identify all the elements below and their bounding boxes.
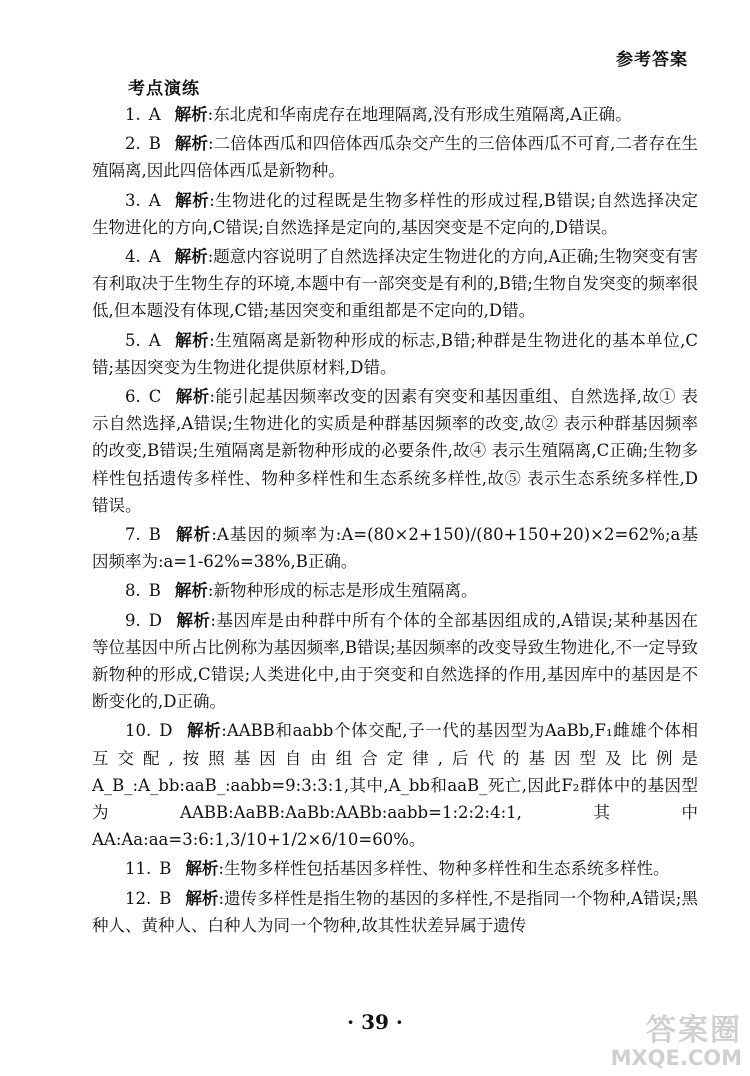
item-answer: A	[148, 190, 161, 210]
item-number: 6.	[125, 387, 141, 407]
item-answer: A	[148, 247, 161, 267]
watermark-logo	[611, 1014, 742, 1070]
item-answer: B	[159, 859, 172, 879]
item-number: 3.	[125, 190, 141, 210]
item-answer: B	[159, 888, 172, 908]
explanation-keyword: 解析	[175, 387, 210, 407]
item-number: 4.	[125, 247, 141, 267]
item-answer: B	[148, 134, 161, 154]
item-number: 2.	[125, 134, 141, 154]
explanation-keyword: 解析	[174, 330, 210, 350]
explanation-keyword: 解析	[185, 859, 219, 879]
page-header-label: 参考答案	[616, 50, 688, 70]
item-explanation: A基因的频率为:A=(80×2+150)/(80+150+20)×2=62%;a基因频率为:a=1-62%=38%,B正确。	[92, 525, 699, 572]
explanation-keyword: 解析	[186, 721, 222, 741]
item-answer: A	[148, 330, 161, 350]
watermark-text: 答案圈	[646, 1012, 742, 1048]
item-number: 9.	[125, 610, 141, 630]
item-answer: B	[148, 525, 161, 545]
item-answer: D	[148, 610, 162, 630]
explanation-keyword: 解析	[174, 525, 212, 545]
answer-item-2: 2. B 解析:二倍体西瓜和四倍体西瓜杂交产生的三倍体西瓜不可育,二者存在生殖隔离,因此四倍体西瓜是新物种。	[92, 134, 699, 181]
answer-item-3: 3. A 解析:生物进化的过程既是生物多样性的形成过程,B错误;自然选择决定生物进化的方向,C错误;自然选择是定向的,基因突变是不定向的,D错误。	[92, 190, 698, 237]
item-number: 11.	[125, 859, 152, 879]
explanation-keyword: 解析	[174, 581, 208, 601]
item-explanation: 生物进化的过程既是生物多样性的形成过程,B错误;自然选择决定生物进化的方向,C错误;自然选择是定向的,基因突变是不定向的,D错误。	[92, 190, 698, 237]
item-number: 12.	[125, 888, 152, 908]
item-number: 5.	[125, 330, 141, 350]
item-number: 8.	[125, 581, 141, 601]
answer-item-1: 1. A 解析:东北虎和华南虎存在地理隔离,没有形成生殖隔离,A正确。	[125, 105, 632, 124]
answer-item-5: 5. A 解析:生殖隔离是新物种形成的标志,B错;种群是生物进化的基本单位,C错;基因突变为生物进化提供原材料,D错。	[92, 330, 698, 377]
item-explanation: 能引起基因频率改变的因素有突变和基因重组、自然选择,故① 表示自然选择,A错误;生物进化的实质是种群基因频率的改变,故② 表示种群基因频率的改变,B错误;生殖隔离是新物种形成的必要条件,故④ 表示生殖隔离,C正确;生物多样性包括遗传多样性、物种多样性和生态系统多样性,故⑤ 表示生态系统多样性,D错误。	[92, 387, 699, 515]
item-number: 7.	[125, 525, 141, 545]
item-answer: B	[148, 581, 161, 601]
item-number: 10.	[125, 721, 152, 741]
item-explanation: 生殖隔离是新物种形成的标志,B错;种群是生物进化的基本单位,C错;基因突变为生物进化提供原材料,D错。	[92, 330, 698, 377]
item-explanation: AABB和aabb个体交配,子一代的基因型为AaBb,F₁雌雄个体相互交配,按照基因自由组合定律,后代的基因型及比例是A_B_:A_bb:aaB_:aabb=9:3:3:1,其中,A_bb和aaB_死亡,因此F₂群体中的基因型为AABB:AaBB:AaBb:AABb:aabb=1:2:2:4:1,其中AA:Aa:aa=3:6:1,3/10+1/2×6/10=60%。	[92, 721, 699, 850]
item-number: 1.	[125, 105, 141, 124]
answer-item-7: 7. B 解析:A基因的频率为:A=(80×2+150)/(80+150+20)×2=62%;a基因频率为:a=1-62%=38%,B正确。	[92, 525, 699, 572]
item-answer: D	[159, 721, 173, 741]
explanation-keyword: 解析	[185, 888, 219, 908]
explanation-keyword: 解析	[174, 105, 208, 124]
answer-item-12: 12. B 解析:遗传多样性是指生物的基因的多样性,不是指同一个物种,A错误;黑种人、黄种人、白种人为同一个物种,故其性状差异属于遗传	[92, 888, 699, 935]
answer-item-8: 8. B 解析:新物种形成的标志是形成生殖隔离。	[125, 581, 478, 601]
item-explanation: 新物种形成的标志是形成生殖隔离。	[213, 581, 478, 601]
page-number: · 39 ·	[347, 1010, 403, 1034]
item-answer: C	[148, 387, 162, 407]
watermark-url: MXQE.COM	[610, 1045, 742, 1070]
answer-item-10: 10. D 解析:AABB和aabb个体交配,子一代的基因型为AaBb,F₁雌雄个体相互交配,按照基因自由组合定律,后代的基因型及比例是A_B_:A_bb:aaB_:aabb=9:3:3:1,其中,A_bb和aaB_死亡,因此F₂群体中的基因型为AABB:AaBB:AaBb:AABb:aabb=1:2:2:4:1,其中AA:Aa:aa=3:6:1,3/10+1/2×6/10=60%。	[92, 721, 699, 850]
explanation-keyword: 解析	[174, 190, 210, 210]
explanation-keyword: 解析	[174, 134, 208, 154]
item-explanation: 基因库是由种群中所有个体的全部基因组成的,A错误;某种基因在等位基因中所占比例称为基因频率,B错误;基因频率的改变导致生物进化,不一定导致新物种的形成,C错误;人类进化中,由于突变和自然选择的作用,基因库中的基因是不断变化的,D正确。	[92, 610, 698, 712]
section-title: 考点演练	[128, 79, 200, 99]
answer-list	[92, 101, 698, 941]
item-explanation: 生物多样性包括基因多样性、物种多样性和生态系统多样性。	[223, 859, 670, 879]
item-answer: A	[148, 105, 161, 124]
answer-item-6: 6. C 解析:能引起基因频率改变的因素有突变和基因重组、自然选择,故① 表示自然选择,A错误;生物进化的实质是种群基因频率的改变,故② 表示种群基因频率的改变,B错误;生殖隔离是新物种形成的必要条件,故④ 表示生殖隔离,C正确;生物多样性包括遗传多样性、物种多样性和生态系统多样性,故⑤ 表示生态系统多样性,D错误。	[92, 387, 699, 515]
answer-item-11: 11. B 解析:生物多样性包括基因多样性、物种多样性和生态系统多样性。	[125, 859, 670, 879]
answer-item-9: 9. D 解析:基因库是由种群中所有个体的全部基因组成的,A错误;某种基因在等位基因中所占比例称为基因频率,B错误;基因频率的改变导致生物进化,不一定导致新物种的形成,C错误;人类进化中,由于突变和自然选择的作用,基因库中的基因是不断变化的,D正确。	[92, 610, 698, 712]
item-explanation: 二倍体西瓜和四倍体西瓜杂交产生的三倍体西瓜不可育,二者存在生殖隔离,因此四倍体西瓜是新物种。	[92, 134, 699, 181]
item-explanation: 东北虎和华南虎存在地理隔离,没有形成生殖隔离,A正确。	[213, 105, 632, 124]
item-explanation: 遗传多样性是指生物的基因的多样性,不是指同一个物种,A错误;黑种人、黄种人、白种人为同一个物种,故其性状差异属于遗传	[92, 888, 699, 935]
explanation-keyword: 解析	[174, 247, 208, 267]
answer-item-4: 4. A 解析:题意内容说明了自然选择决定生物进化的方向,A正确;生物突变有害有利取决于生物生存的环境,本题中有一部突变是有利的,B错;生物自发突变的频率很低,但本题没有体现,C错;基因突变和重组都是不定向的,D错。	[92, 247, 698, 321]
explanation-keyword: 解析	[175, 610, 211, 630]
item-explanation: 题意内容说明了自然选择决定生物进化的方向,A正确;生物突变有害有利取决于生物生存的环境,本题中有一部突变是有利的,B错;生物自发突变的频率很低,但本题没有体现,C错;基因突变和重组都是不定向的,D错。	[92, 247, 698, 321]
